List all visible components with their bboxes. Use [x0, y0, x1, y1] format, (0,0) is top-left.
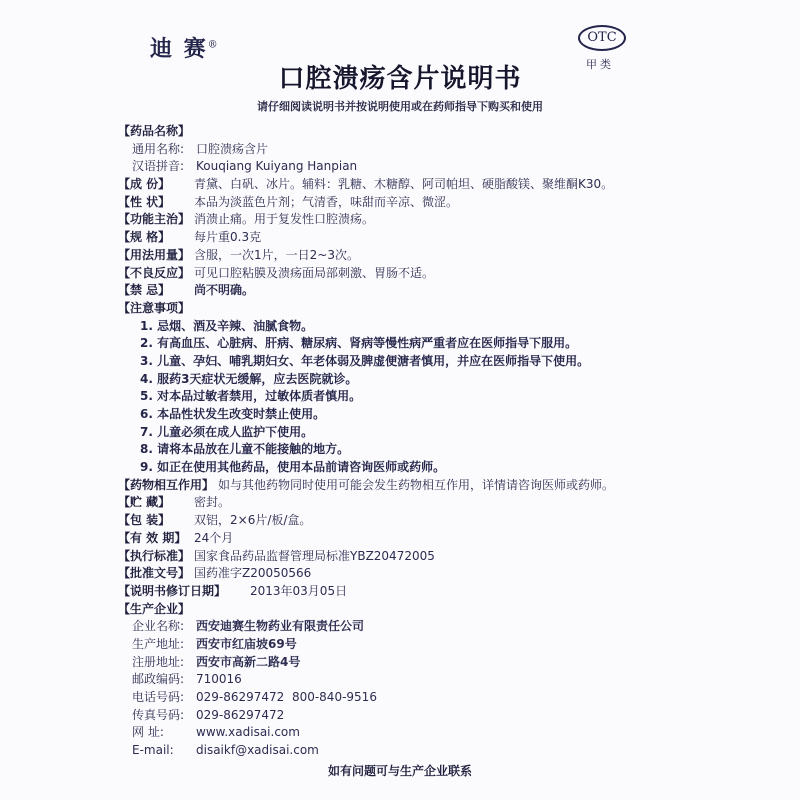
otc-category: 甲类 — [586, 58, 614, 71]
manufacturer-field-label: 注册地址: — [132, 654, 185, 669]
specification-value: 每片重0.3克 — [194, 230, 262, 245]
contraindications-value: 尚不明确。 — [194, 283, 255, 298]
package-value: 双铝，2×6片/板/盒。 — [194, 513, 312, 528]
approval-row — [118, 565, 778, 583]
contraindications-label: 【禁 忌】 — [118, 283, 171, 298]
usage-notice: 请仔细阅读说明书并按说明使用或在药师指导下购买和使用 — [257, 100, 543, 113]
standard-value: 国家食品药品监督管理局标准YBZ20472005 — [194, 548, 435, 563]
ingredients-value: 青黛、白矾、冰片。辅料：乳糖、木糖醇、阿司帕坦、硬脂酸镁、聚维酮K30。 — [194, 177, 614, 192]
manufacturer-field-value: 西安市高新二路4号 — [196, 654, 301, 669]
dosage-label: 【用法用量】 — [118, 247, 191, 262]
page-title: 口腔溃疡含片说明书 — [278, 64, 522, 94]
manufacturer-field-label: 电话号码: — [132, 690, 185, 704]
manufacturer-field-label: 生产地址: — [132, 636, 185, 651]
pinyin-row — [118, 158, 778, 176]
manufacturer-field — [118, 742, 778, 760]
precaution-item: 3. 儿童、孕妇、哺乳期妇女、年老体弱及脾虚便溏者慎用，并应在医师指导下使用。 — [140, 353, 590, 368]
interactions-label: 【药物相互作用】 — [118, 477, 215, 492]
drug-name-header: 【药品名称】 — [118, 124, 191, 138]
pinyin-label: 汉语拼音: — [132, 159, 185, 174]
manufacturer-field-label: 企业名称: — [132, 619, 185, 634]
precaution-item: 5. 对本品过敏者禁用，过敏体质者慎用。 — [140, 389, 362, 404]
interactions-row — [118, 477, 778, 495]
adverse-value: 可见口腔粘膜及溃疡面局部刺激、胃肠不适。 — [194, 265, 435, 280]
revision-row — [118, 583, 778, 601]
precaution-item: 2. 有高血压、心脏病、肝病、糖尿病、肾病等慢性病严重者应在医师指导下服用。 — [140, 336, 578, 351]
revision-value: 2013年03月05日 — [250, 583, 348, 598]
indications-row — [118, 211, 778, 229]
storage-label: 【贮 藏】 — [118, 495, 171, 510]
interactions-value: 如与其他药物同时使用可能会发生药物相互作用，详情请咨询医师或药师。 — [218, 477, 615, 492]
dosage-value: 含服，一次1片，一日2~3次。 — [194, 247, 359, 262]
contact-note: 如有问题可与生产企业联系 — [327, 764, 472, 778]
adverse-label: 【不良反应】 — [118, 265, 191, 280]
properties-label: 【性 状】 — [118, 194, 171, 209]
manufacturer-field-value: 029-86297472 800-840-9516 — [196, 690, 377, 704]
properties-value: 本品为淡蓝色片剂；气清香，味甜而辛凉、微涩。 — [194, 194, 459, 209]
manufacturer-field — [118, 654, 778, 672]
precaution-item: 6. 本品性状发生改变时禁止使用。 — [140, 407, 326, 421]
precaution-item: 8. 请将本品放在儿童不能接触的地方。 — [140, 442, 350, 457]
pinyin-value: Kouqiang Kuiyang Hanpian — [196, 159, 358, 174]
package-label: 【包 装】 — [118, 513, 171, 528]
manufacturer-field-label: E-mail: — [132, 743, 174, 758]
manufacturer-field-label: 网 址: — [132, 725, 164, 740]
properties-row — [118, 194, 778, 212]
precaution-item: 7. 儿童必须在成人监护下使用。 — [140, 424, 314, 439]
manufacturer-field-value: disaikf@xadisai.com — [196, 743, 319, 758]
storage-row — [118, 494, 778, 512]
generic-name-row — [118, 141, 778, 159]
manufacturer-field — [118, 707, 778, 725]
approval-label: 【批准文号】 — [118, 566, 191, 581]
ingredients-row — [118, 176, 778, 194]
manufacturer-field-value: 029-86297472 — [196, 707, 285, 722]
precaution-item: 4. 服药3天症状无缓解，应去医院就诊。 — [140, 371, 358, 386]
validity-label: 【有 效 期】 — [118, 530, 187, 545]
precaution-item: 9. 如正在使用其他药品，使用本品前请咨询医师或药师。 — [140, 460, 446, 475]
indications-value: 消溃止痛。用于复发性口腔溃疡。 — [194, 212, 375, 227]
adverse-row — [118, 265, 778, 283]
generic-name-label: 通用名称: — [132, 141, 185, 156]
standard-label: 【执行标准】 — [118, 548, 191, 563]
manufacturer-field — [118, 724, 778, 742]
manufacturer-field — [118, 671, 778, 689]
validity-row — [118, 530, 778, 548]
manufacturer-field-label: 邮政编码: — [132, 672, 185, 687]
manufacturer-field-value: 710016 — [196, 672, 242, 687]
approval-value: 国药准字Z20050566 — [194, 566, 312, 581]
revision-label: 【说明书修订日期】 — [118, 583, 227, 598]
manufacturer-field — [118, 689, 778, 707]
otc-badge: OTC — [578, 25, 626, 51]
contraindications-row — [118, 282, 778, 300]
leaflet-body — [118, 123, 778, 760]
indications-label: 【功能主治】 — [118, 212, 191, 227]
manufacturer-field-value: www.xadisai.com — [196, 725, 300, 740]
manufacturer-header: 【生产企业】 — [118, 601, 191, 616]
validity-value: 24个月 — [194, 530, 234, 545]
standard-row — [118, 548, 778, 566]
precautions-header: 【注意事项】 — [118, 300, 191, 315]
precaution-item: 1. 忌烟、酒及辛辣、油腻食物。 — [140, 318, 314, 333]
brand-name: 迪 赛 — [150, 36, 208, 62]
manufacturer-field-label: 传真号码: — [132, 707, 185, 722]
manufacturer-field-value: 西安迪赛生物药业有限责任公司 — [196, 619, 365, 634]
manufacturer-field — [118, 636, 778, 654]
generic-name-value: 口腔溃疡含片 — [196, 141, 269, 156]
dosage-row — [118, 247, 778, 265]
specification-row — [118, 229, 778, 247]
manufacturer-field — [118, 618, 778, 636]
registered-mark: ® — [207, 39, 220, 51]
ingredients-label: 【成 份】 — [118, 177, 171, 192]
package-row — [118, 512, 778, 530]
storage-value: 密封。 — [194, 495, 231, 510]
specification-label: 【规 格】 — [118, 230, 171, 245]
manufacturer-field-value: 西安市红庙坡69号 — [196, 636, 297, 651]
